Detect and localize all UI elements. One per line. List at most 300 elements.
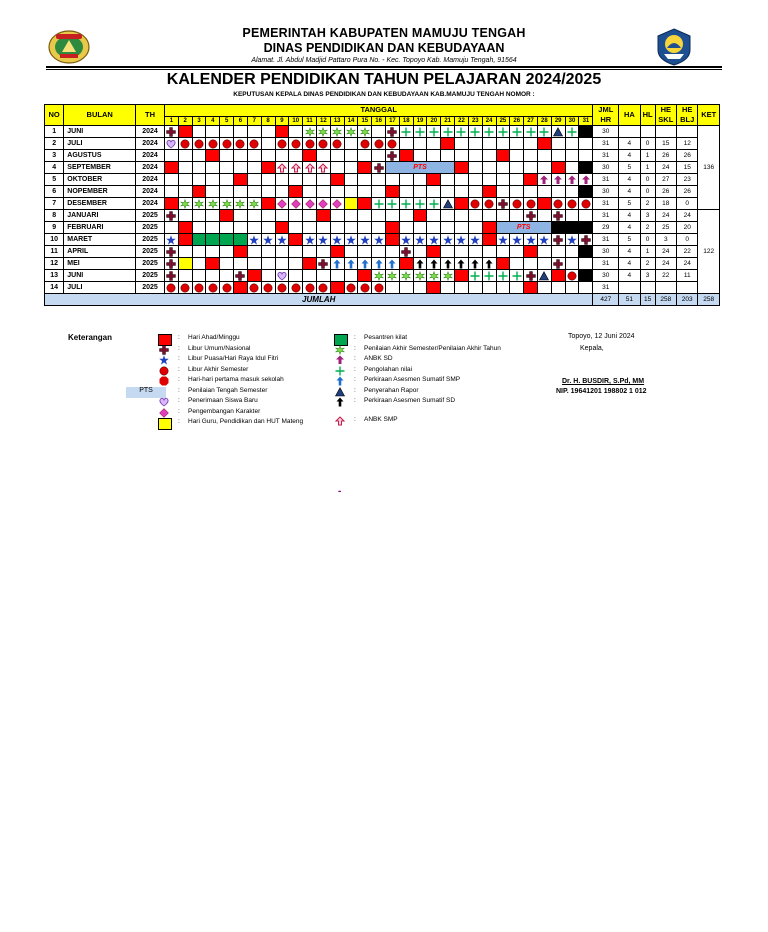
day-cell (234, 234, 248, 246)
day-cell (344, 270, 358, 282)
day-cell (275, 138, 289, 150)
month-row (45, 246, 720, 258)
day-header: 12 (316, 116, 330, 125)
day-cell (330, 234, 344, 246)
day-cell (206, 210, 220, 222)
day-cell (261, 150, 275, 162)
day-cell (220, 282, 234, 294)
day-cell (510, 126, 524, 138)
day-cell (565, 150, 579, 162)
day-cell (524, 234, 538, 246)
legend-colon: : (178, 386, 180, 394)
legend-colon: : (354, 386, 356, 394)
month-row (45, 282, 720, 294)
day-cell (234, 246, 248, 258)
day-cell (358, 198, 372, 210)
day-cell (427, 210, 441, 222)
day-cell (551, 174, 565, 186)
he-blj-value: 12 (677, 138, 698, 150)
calendar-subtitle: KEPUTUSAN KEPALA DINAS PENDIDIKAN DAN KEBUDAYAAN KAB.MAMUJU TENGAH NOMOR : (233, 91, 535, 98)
year-value: 2024 (136, 126, 165, 138)
month-name: MEI (64, 258, 136, 270)
he-blj-value: 24 (677, 210, 698, 222)
hl-value: 0 (640, 186, 655, 198)
day-cell (192, 222, 206, 234)
day-cell (206, 222, 220, 234)
day-cell (496, 246, 510, 258)
day-cell (372, 198, 386, 210)
day-cell (192, 174, 206, 186)
footer-mark: - (338, 486, 342, 497)
day-cell (220, 138, 234, 150)
day-cell (316, 246, 330, 258)
row-number: 4 (45, 162, 64, 174)
day-cell (496, 174, 510, 186)
he-blj-value: 26 (677, 150, 698, 162)
day-cell (537, 198, 551, 210)
day-cell (510, 210, 524, 222)
day-cell (358, 150, 372, 162)
day-cell (330, 174, 344, 186)
day-cell (441, 138, 455, 150)
day-cell (358, 162, 372, 174)
day-cell (247, 282, 261, 294)
header-divider-thin (46, 69, 722, 70)
day-header: 13 (330, 116, 344, 125)
ha-value (619, 282, 640, 294)
hl-value: 0 (640, 174, 655, 186)
day-cell (358, 234, 372, 246)
day-cell (289, 138, 303, 150)
day-cell (455, 186, 469, 198)
day-cell (524, 162, 538, 174)
legend-colon: : (178, 397, 180, 404)
day-cell (289, 234, 303, 246)
day-cell (441, 234, 455, 246)
day-cell (165, 150, 179, 162)
day-cell (496, 210, 510, 222)
he-skl-value: 15 (655, 138, 676, 150)
day-cell (441, 246, 455, 258)
day-cell (510, 270, 524, 282)
day-cell (413, 198, 427, 210)
day-cell (344, 150, 358, 162)
day-cell (551, 186, 565, 198)
day-cell (455, 126, 469, 138)
day-cell (234, 282, 248, 294)
he-skl-value: 22 (655, 270, 676, 282)
day-cell (344, 162, 358, 174)
day-cell (496, 282, 510, 294)
day-cell (551, 138, 565, 150)
day-cell (496, 270, 510, 282)
day-cell (524, 282, 538, 294)
day-cell (565, 210, 579, 222)
day-cell (289, 186, 303, 198)
row-number: 2 (45, 138, 64, 150)
total-ket: 258 (698, 294, 720, 306)
day-cell (427, 282, 441, 294)
day-cell (234, 174, 248, 186)
day-cell (275, 162, 289, 174)
day-cell (372, 234, 386, 246)
day-cell (551, 282, 565, 294)
day-cell (413, 222, 427, 234)
ha-value: 5 (619, 162, 640, 174)
day-cell (386, 234, 400, 246)
he-skl-value (655, 282, 676, 294)
ket-value: 122 (698, 210, 720, 294)
day-cell (192, 234, 206, 246)
day-cell (330, 126, 344, 138)
day-cell (178, 198, 192, 210)
day-header: 29 (551, 116, 565, 125)
col-header-tanggal: TANGGAL (165, 105, 593, 117)
day-cell (206, 174, 220, 186)
day-cell (482, 138, 496, 150)
green-square-icon (334, 334, 346, 345)
day-cell (178, 186, 192, 198)
day-cell (413, 174, 427, 186)
legend-colon: : (178, 365, 180, 373)
total-row (45, 294, 720, 306)
he-skl-value: 18 (655, 198, 676, 210)
total-label: JUMLAH (45, 294, 593, 306)
day-cell (468, 282, 482, 294)
he-blj-value: 20 (677, 222, 698, 234)
day-cell (482, 258, 496, 270)
day-cell (330, 246, 344, 258)
day-header: 1 (165, 116, 179, 125)
day-cell (399, 246, 413, 258)
legend-text: Hari Guru, Pendidikan dan HUT Mateng (188, 418, 304, 425)
legend-text: Libur Umum/Nasional (188, 344, 251, 352)
day-cell (524, 198, 538, 210)
day-cell (330, 162, 344, 174)
col-header-he-skl: HE SKL (655, 105, 676, 126)
day-cell (247, 186, 261, 198)
month-row (45, 234, 720, 246)
day-cell (261, 246, 275, 258)
pts-period: PTS (496, 222, 551, 234)
day-cell (206, 282, 220, 294)
day-cell (386, 246, 400, 258)
legend-text: Hari-hari pertama masuk sekolah (188, 376, 284, 383)
day-cell (303, 186, 317, 198)
day-cell (330, 198, 344, 210)
day-cell (303, 258, 317, 270)
month-name: MARET (64, 234, 136, 246)
month-row (45, 186, 720, 198)
jml-hr-value: 31 (593, 282, 619, 294)
day-header: 15 (358, 116, 372, 125)
day-header: 16 (372, 116, 386, 125)
day-cell (358, 210, 372, 222)
month-row (45, 162, 720, 174)
day-cell (192, 258, 206, 270)
day-cell (344, 126, 358, 138)
year-value: 2025 (136, 234, 165, 246)
day-cell (261, 162, 275, 174)
day-cell (289, 222, 303, 234)
day-cell (482, 234, 496, 246)
day-cell (275, 150, 289, 162)
day-header: 28 (537, 116, 551, 125)
year-value: 2024 (136, 174, 165, 186)
day-cell (261, 174, 275, 186)
day-cell (551, 162, 565, 174)
day-cell (399, 174, 413, 186)
year-value: 2024 (136, 138, 165, 150)
day-cell (386, 126, 400, 138)
hl-value: 3 (640, 270, 655, 282)
day-cell (524, 270, 538, 282)
month-name: JULI (64, 282, 136, 294)
day-cell (441, 270, 455, 282)
ha-value: 4 (619, 258, 640, 270)
day-cell (289, 282, 303, 294)
day-cell (234, 186, 248, 198)
day-header: 24 (482, 116, 496, 125)
day-cell (192, 246, 206, 258)
day-cell (510, 150, 524, 162)
day-cell (330, 150, 344, 162)
day-cell (275, 198, 289, 210)
day-cell (247, 198, 261, 210)
legend-colon: : (178, 355, 180, 362)
day-cell (358, 174, 372, 186)
day-cell (427, 246, 441, 258)
total-he-skl: 258 (655, 294, 676, 306)
month-row (45, 258, 720, 270)
row-number: 8 (45, 210, 64, 222)
day-cell (372, 246, 386, 258)
day-cell (220, 162, 234, 174)
day-cell (399, 282, 413, 294)
day-cell (165, 246, 179, 258)
row-number: 12 (45, 258, 64, 270)
legend-text: Libur Akhir Semester (188, 365, 249, 373)
pts-period: PTS (386, 162, 455, 174)
day-cell (551, 246, 565, 258)
day-cell (537, 138, 551, 150)
day-header: 30 (565, 116, 579, 125)
day-cell (178, 282, 192, 294)
day-cell (524, 186, 538, 198)
day-cell (303, 198, 317, 210)
day-cell (524, 138, 538, 150)
day-cell (413, 282, 427, 294)
pink-arrow-icon (334, 416, 346, 427)
day-cell (303, 162, 317, 174)
day-cell (316, 258, 330, 270)
day-cell (206, 126, 220, 138)
day-cell (247, 150, 261, 162)
year-value: 2025 (136, 282, 165, 294)
day-cell (565, 270, 579, 282)
ha-value: 4 (619, 222, 640, 234)
month-row (45, 270, 720, 282)
day-cell (510, 258, 524, 270)
day-cell (261, 198, 275, 210)
day-cell (510, 198, 524, 210)
day-cell (372, 162, 386, 174)
total-jml: 427 (593, 294, 619, 306)
day-header: 2 (178, 116, 192, 125)
month-row (45, 126, 720, 138)
day-cell (496, 258, 510, 270)
day-cell (261, 234, 275, 246)
day-cell (303, 270, 317, 282)
day-cell (358, 282, 372, 294)
day-cell (455, 258, 469, 270)
day-cell (178, 258, 192, 270)
day-cell (316, 282, 330, 294)
day-cell (178, 246, 192, 258)
day-cell (537, 270, 551, 282)
he-skl-value: 24 (655, 246, 676, 258)
day-cell (427, 270, 441, 282)
legend-text: Hari Ahad/Minggu (188, 334, 240, 341)
header-department: DINAS PENDIDIKAN DAN KEBUDAYAAN (263, 41, 505, 55)
day-cell (427, 138, 441, 150)
day-cell (220, 222, 234, 234)
ha-value: 4 (619, 150, 640, 162)
day-cell (234, 150, 248, 162)
day-cell (261, 258, 275, 270)
day-cell (192, 282, 206, 294)
day-cell (330, 186, 344, 198)
day-cell (372, 126, 386, 138)
year-value: 2024 (136, 162, 165, 174)
blue-star-icon (158, 355, 170, 366)
day-cell (165, 162, 179, 174)
green-burst-icon (334, 345, 346, 356)
day-cell (537, 150, 551, 162)
header-address: Alamat. Jl. Abdul Madjid Pattaro Pura No. - Kec. Topoyo Kab. Mamuju Tengah, 91564 (251, 57, 517, 64)
day-cell (537, 246, 551, 258)
day-cell (386, 282, 400, 294)
day-header: 19 (413, 116, 427, 125)
day-cell (303, 150, 317, 162)
row-number: 9 (45, 222, 64, 234)
black-arrow-icon (334, 397, 346, 408)
ha-value: 4 (619, 138, 640, 150)
day-cell (413, 150, 427, 162)
day-cell (399, 270, 413, 282)
ha-value: 4 (619, 210, 640, 222)
row-number: 6 (45, 186, 64, 198)
day-cell (178, 174, 192, 186)
day-cell (441, 126, 455, 138)
day-cell (579, 174, 593, 186)
day-cell (551, 270, 565, 282)
day-cell (551, 150, 565, 162)
red-circle-icon (158, 366, 170, 377)
signature-place-date: Topoyo, 12 Juni 2024 (568, 333, 635, 340)
jml-hr-value: 31 (593, 198, 619, 210)
jml-hr-value: 30 (593, 162, 619, 174)
day-cell (316, 234, 330, 246)
day-cell (275, 186, 289, 198)
day-cell (261, 282, 275, 294)
day-cell (330, 210, 344, 222)
day-cell (220, 270, 234, 282)
day-cell (344, 222, 358, 234)
hl-value: 0 (640, 138, 655, 150)
day-cell (206, 234, 220, 246)
day-cell (524, 258, 538, 270)
day-cell (206, 186, 220, 198)
day-cell (579, 138, 593, 150)
legend-colon: : (354, 355, 356, 362)
day-cell (413, 270, 427, 282)
month-row (45, 138, 720, 150)
magenta-diamond-icon (158, 408, 170, 419)
month-name: APRIL (64, 246, 136, 258)
day-cell (247, 174, 261, 186)
day-cell (344, 258, 358, 270)
day-cell (579, 222, 593, 234)
month-name: JULI (64, 138, 136, 150)
day-cell (537, 162, 551, 174)
day-cell (399, 198, 413, 210)
day-cell (579, 270, 593, 282)
day-cell (551, 210, 565, 222)
day-cell (413, 186, 427, 198)
day-cell (316, 270, 330, 282)
day-cell (330, 258, 344, 270)
green-plus-icon (334, 366, 346, 377)
day-cell (344, 174, 358, 186)
jml-hr-value: 31 (593, 150, 619, 162)
day-cell (468, 198, 482, 210)
day-cell (316, 198, 330, 210)
day-header: 23 (468, 116, 482, 125)
page-header (0, 26, 768, 64)
day-cell (413, 126, 427, 138)
day-cell (275, 246, 289, 258)
day-cell (206, 258, 220, 270)
day-cell (510, 246, 524, 258)
day-header: 7 (247, 116, 261, 125)
hl-value: 2 (640, 198, 655, 210)
day-cell (192, 150, 206, 162)
day-cell (496, 234, 510, 246)
day-cell (482, 222, 496, 234)
jml-hr-value: 31 (593, 174, 619, 186)
day-cell (344, 210, 358, 222)
day-cell (178, 270, 192, 282)
day-cell (344, 186, 358, 198)
day-cell (178, 150, 192, 162)
col-header-bulan: BULAN (64, 105, 136, 126)
day-cell (579, 234, 593, 246)
day-cell (524, 126, 538, 138)
day-header: 4 (206, 116, 220, 125)
day-cell (427, 234, 441, 246)
day-cell (496, 126, 510, 138)
day-cell (551, 234, 565, 246)
day-cell (427, 174, 441, 186)
day-cell (303, 138, 317, 150)
day-cell (537, 210, 551, 222)
day-cell (579, 246, 593, 258)
signature-name: Dr. H. BUSDIR, S.Pd, MM (562, 378, 645, 385)
day-cell (427, 186, 441, 198)
he-blj-value: 0 (677, 198, 698, 210)
legend-colon: : (178, 407, 180, 415)
